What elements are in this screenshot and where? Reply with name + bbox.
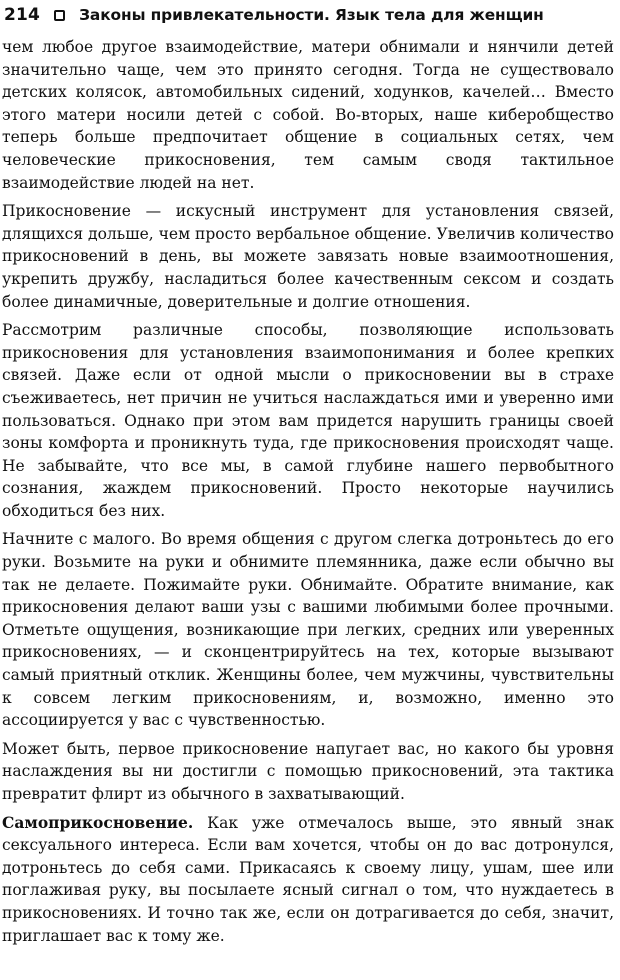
body-text	[2, 36, 614, 953]
running-header	[4, 2, 616, 28]
paragraph: Прикосновение — искусный инструмент для установления связей, длящихся дольше, чем просто вербальное общение. Увеличив количество прикосновений в день, вы можете завязать новые взаимоотношения, укрепить дружбу, насладиться более качественным сексом и создать более динамичные, доверительные и долгие отношения.	[2, 202, 614, 311]
paragraph: Может быть, первое прикосновение напугает вас, но какого бы уровня наслаждения вы ни достигли с помощью прикосновений, эта тактика превратит флирт из обычного в захватывающий.	[2, 739, 614, 803]
page-number: 214	[4, 5, 41, 25]
paragraph: Рассмотрим различные способы, позволяющие использовать прикосновения для установления взаимопонимания и более крепких связей. Даже если от одной мысли о прикосновении вы в страхе съеживаетесь, нет причин не учиться наслаждаться ими и уверенно ими пользоваться. Однако при этом вам придется нарушить границы своей зоны комфорта и проникнуть туда, где прикосновения происходят чаще. Не забывайте, что все мы, в самой глубине нашего первобытного сознания, жаждем прикосновений. Просто некоторые научились обходиться без них.	[2, 321, 614, 520]
square-bullet-icon	[54, 10, 65, 21]
paragraph: Начните с малого. Во время общения с другом слегка дотроньтесь до его руки. Возьмите на руки и обнимите племянника, даже если обычно вы так не делаете. Пожимайте руки. Обнимайте. Обратите внимание, как прикосновения делают ваши узы с вашими любимыми более прочными. Отметьте ощущения, возникающие при легких, средних или уверенных прикосновениях, — и сконцентрируйтесь на тех, которые вызывают самый приятный отклик. Женщины более, чем мужчины, чувствительны к совсем легким прикосновениям, и, возможно, именно это ассоциируется у вас с чувственностью.	[2, 530, 614, 730]
book-title: Законы привлекательности. Язык тела для женщин	[79, 6, 544, 24]
paragraph-lead-in: Самоприкосновение.	[2, 812, 194, 832]
paragraph	[2, 812, 614, 948]
paragraph: чем любое другое взаимодействие, матери обнимали и нянчили детей значительно чаще, чем это принято сегодня. Тогда не существовало детских колясок, автомобильных сидений, ходунков, качелей… Вместо этого матери носили детей с собой. Во-вторых, наше киберобщество теперь больше предпочитает общение в социальных сетях, чем человеческие прикосновения, тем самым сводя тактильное взаимодействие людей на нет.	[2, 38, 614, 192]
paragraph-text: Как уже отмечалось выше, это явный знак сексуального интереса. Если вам хочется, чтобы он до вас дотронулся, дотроньтесь до себя сами. Прикасаясь к своему лицу, ушам, шее или поглаживая руку, вы посылаете ясный сигнал о том, что нуждаетесь в прикосновениях. И точно так же, если он дотрагивается до себя, значит, приглашает вас к тому же.	[2, 813, 614, 945]
